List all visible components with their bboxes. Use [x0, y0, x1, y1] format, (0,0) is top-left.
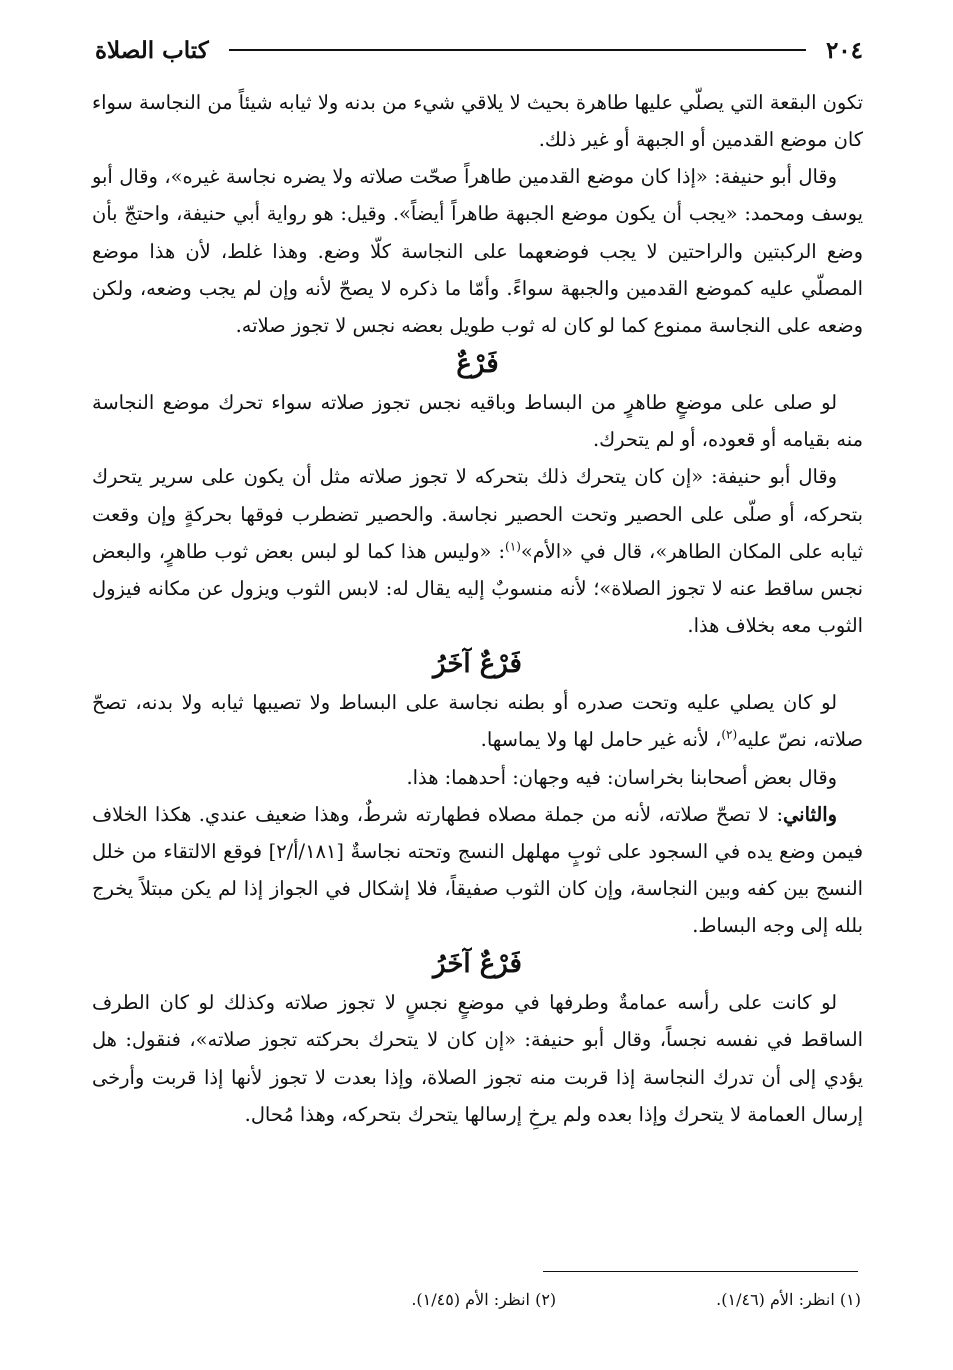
paragraph-2: وقال أبو حنيفة: «إذا كان موضع القدمين طاهراً صحّت صلاته ولا يضره نجاسة غيره»، وقال أبو يوسف ومحمد: «يجب أن يكون موضع الجبهة طاهراً أيضاً». وقيل: هو رواية أبي حنيفة، واحتجّ بأن وضع الركبتين والراحتين لا يجب فوضعهما على النجاسة كلّا وضع. وهذا غلط، لأن هذا موضع المصلّي عليه كموضع القدمين والجبهة سواءً. وأمّا ما ذكره لا يصحّ لأنه وإن لم يجب وضعه، ولكن وضعه على النجاسة ممنوع كما لو كان له ثوب طويل بعضه نجس لا تجوز صلاته.: [92, 165, 863, 337]
page-body: [92, 84, 863, 1133]
footnotes: [95, 1287, 861, 1313]
footnote-1-number: (١): [839, 1290, 861, 1309]
paragraph-5-text-b: ، لأنه غير حامل لها ولا يماسها.: [480, 728, 722, 752]
footnote-ref-1[interactable]: (١): [505, 539, 521, 554]
section-heading-3: فَرْعٌ آخَرُ: [433, 949, 522, 980]
paragraph-7-lead: والثاني: [783, 802, 837, 826]
paragraph-5-text-a: لو كان يصلي عليه وتحت صدره أو بطنه نجاسة على البساط ولا تصيبها ثيابه ولا بدنه، تصحّ صلاته، نصّ عليه: [92, 691, 863, 752]
footnote-1-text: انظر: الأم (١/٤٦).: [716, 1290, 835, 1309]
paragraph-3: لو صلى على موضعٍ طاهرٍ من البساط وباقيه نجس تجوز صلاته سواء تحرك موضع النجاسة منه بقيامه أو قعوده، أو لم يتحرك.: [92, 391, 863, 452]
book-title: كتاب الصلاة: [95, 36, 209, 64]
footnote-2-number: (٢): [535, 1290, 557, 1309]
footnote-separator: [543, 1271, 858, 1272]
paragraph-7: [92, 796, 863, 945]
paragraph-4-text-a: وقال أبو حنيفة: «إن كان يتحرك ذلك بتحركه لا تجوز صلاته مثل أن يكون على سرير يتحرك بتحركه، أو صلّى على الحصير وتحت الحصير نجاسة. والحصير تضطرب فوقها بحركةٍ وإن وقعت ثيابه على المكان الطاهر»، قال في «الأم»: [92, 465, 863, 563]
footnote-1: [716, 1287, 861, 1313]
footnote-2-text: انظر: الأم (١/٤٥).: [411, 1290, 530, 1309]
footnote-2: [411, 1287, 556, 1313]
paragraph-7-text: : لا تصحّ صلاته، لأنه من جملة مصلاه فطهارته شرطٌ، وهذا ضعيف عندي. هكذا الخلاف فيمن وضع يده في السجود على ثوبٍ مهلهل النسج وتحته نجاسةٌ [١٨١/أ/٢] فوقع الالتقاء من خلل النسج بين كفه وبين النجاسة، وإن كان الثوب صفيقاً، فلا إشكال في الجواز إذا لم يكن مبتلاً يخرج بلله إلى وجه البساط.: [92, 802, 863, 938]
running-head: [95, 30, 863, 70]
paragraph-1: تكون البقعة التي يصلّي عليها طاهرة بحيث لا يلاقي شيء من بدنه ولا ثيابه شيئاً من النجاسة سواء كان موضع القدمين أو الجبهة أو غير ذلك.: [92, 91, 863, 152]
header-rule: [229, 49, 806, 51]
section-heading-1: فَرْعٌ: [456, 349, 499, 380]
paragraph-8: لو كانت على رأسه عمامةٌ وطرفها في موضعٍ نجسٍ لا تجوز صلاته وكذلك لو كان الطرف الساقط في نفسه نجساً، وقال أبو حنيفة: «إن كان لا يتحرك بحركته تجوز صلاته»، فنقول: هل يؤدي إلى أن تدرك النجاسة إذا قربت منه تجوز الصلاة، وإذا بعدت لا تجوز لأنها إذا قربت وأرخى إرسال العمامة لا يتحرك وإذا بعده ولم يرخِ إرسالها يتحرك بتحركه، وهذا مُحال.: [92, 991, 863, 1126]
paragraph-4: [92, 458, 863, 644]
paragraph-5: [92, 684, 863, 758]
section-heading-2: فَرْعٌ آخَرُ: [433, 649, 522, 680]
footnote-ref-2[interactable]: (٢): [721, 727, 738, 742]
paragraph-4-text-b: : «وليس هذا كما لو لبس بعض ثوب طاهرٍ، والبعض نجس ساقط عنه لا تجوز الصلاة»؛ لأنه منسوبٌ إليه يقال له: لابس الثوب ويزول عن مكانه فيزول الثوب معه بخلاف هذا.: [92, 539, 863, 638]
paragraph-6: وقال بعض أصحابنا بخراسان: فيه وجهان: أحدهما: هذا.: [406, 765, 837, 789]
page-number: ٢٠٤: [825, 36, 863, 64]
